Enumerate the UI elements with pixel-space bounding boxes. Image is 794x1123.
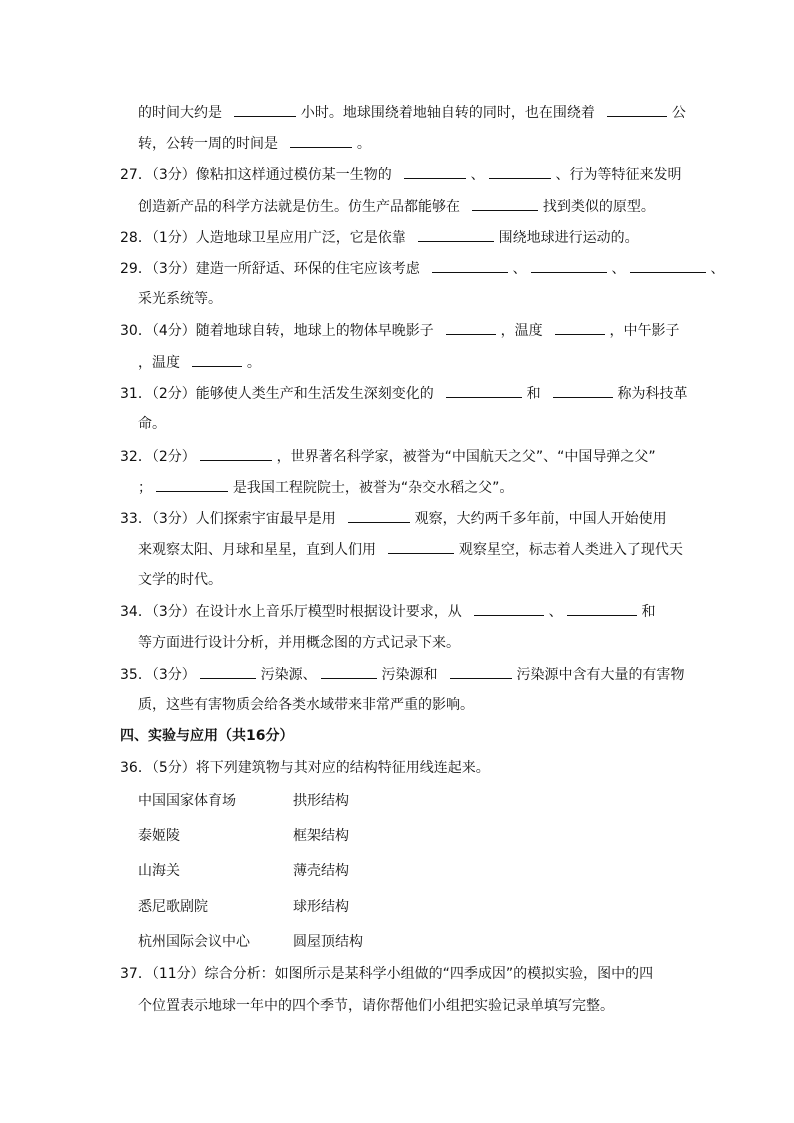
answer-blank[interactable] <box>474 601 544 616</box>
q31-line1 <box>120 383 688 404</box>
text: 命。 <box>138 416 166 432</box>
text: 34．（3分）在设计水上音乐厅模型时根据设计要求，从 <box>120 604 462 620</box>
answer-blank[interactable] <box>450 664 512 679</box>
text: ，世界著名科学家，被誉为“中国航天之父”、“中国导弹之父” <box>276 449 656 465</box>
text: 污染源和 <box>381 667 438 683</box>
q33-line1 <box>120 508 667 529</box>
q37-line1: 37．（11分）综合分析：如图所示是某科学小组做的“四季成因”的模拟实验，图中的四 <box>120 966 654 982</box>
text: 31．（2分）能够使人类生产和生活发生深刻变化的 <box>120 386 434 402</box>
text: 32．（2分） <box>120 449 196 465</box>
building-5: 杭州国际会议中心 <box>138 934 250 950</box>
q30-line2 <box>138 352 261 373</box>
q36-title: 36．（5分）将下列建筑物与其对应的结构特征用线连起来。 <box>120 760 490 776</box>
text: 采光系统等。 <box>138 291 222 307</box>
building-2: 泰姬陵 <box>138 828 180 844</box>
answer-blank[interactable] <box>348 508 410 523</box>
answer-blank[interactable] <box>234 102 296 117</box>
answer-blank[interactable] <box>472 196 538 211</box>
text: 污染源中含有大量的有害物 <box>516 667 685 683</box>
text: 、 <box>611 261 626 277</box>
text: 找到类似的原型。 <box>542 199 655 215</box>
text: 28．（1分）人造地球卫星应用广泛，它是依靠 <box>120 230 406 246</box>
answer-blank[interactable] <box>446 320 496 335</box>
q27-line2 <box>138 196 655 217</box>
answer-blank[interactable] <box>321 664 377 679</box>
text: 和 <box>641 604 656 620</box>
answer-blank[interactable] <box>555 320 605 335</box>
answer-blank[interactable] <box>567 601 637 616</box>
text: 污染源、 <box>260 667 317 683</box>
answer-blank[interactable] <box>200 664 256 679</box>
text: 观察，大约两千多年前，中国人开始使用 <box>414 511 667 527</box>
text: 称为科技革 <box>617 386 688 402</box>
answer-blank[interactable] <box>156 477 228 492</box>
section-heading: 四、实验与应用（共16分） <box>120 728 294 744</box>
text: 的时间大约是 <box>138 105 222 121</box>
q28-line1 <box>120 227 639 248</box>
answer-blank[interactable] <box>418 227 494 242</box>
structure-5: 圆屋顶结构 <box>293 934 363 950</box>
text: 、 <box>470 167 485 183</box>
q32-line2 <box>138 477 513 498</box>
building-4: 悉尼歌剧院 <box>138 899 208 915</box>
text: 质，这些有害物质会给各类水域带来非常严重的影响。 <box>138 697 474 713</box>
text: 公 <box>671 105 686 121</box>
answer-blank[interactable] <box>432 258 508 273</box>
answer-blank[interactable] <box>200 446 272 461</box>
text: ，温度 <box>500 323 543 339</box>
text: ，中午影子 <box>609 323 680 339</box>
text: 来观察太阳、月球和星星，直到人们用 <box>138 542 376 558</box>
text: 观察星空，标志着人类进入了现代天 <box>458 542 683 558</box>
answer-blank[interactable] <box>607 102 667 117</box>
building-1: 中国国家体育场 <box>138 793 236 809</box>
building-3: 山海关 <box>138 863 180 879</box>
q35-line1 <box>120 664 684 685</box>
text: 、 <box>548 604 563 620</box>
text: 转，公转一周的时间是 <box>138 136 278 152</box>
text: 、行为等特征来发明 <box>555 167 682 183</box>
text: 、 <box>710 261 725 277</box>
q29-line1 <box>120 258 724 279</box>
text: 围绕地球进行运动的。 <box>498 230 639 246</box>
text: 、 <box>512 261 527 277</box>
text: 和 <box>526 386 541 402</box>
text: 29．（3分）建造一所舒适、环保的住宅应该考虑 <box>120 261 420 277</box>
q31-line2 <box>138 414 166 434</box>
text: 35．（3分） <box>120 667 196 683</box>
structure-3: 薄壳结构 <box>293 863 349 879</box>
q32-line1 <box>120 446 656 467</box>
answer-blank[interactable] <box>192 352 242 367</box>
answer-blank[interactable] <box>531 258 607 273</box>
q26-line2 <box>138 133 371 154</box>
q30-line1 <box>120 320 680 341</box>
answer-blank[interactable] <box>446 383 522 398</box>
structure-4: 球形结构 <box>293 899 349 915</box>
q35-line2 <box>138 695 474 715</box>
text: 30．（4分）随着地球自转，地球上的物体早晚影子 <box>120 323 434 339</box>
text: ； <box>138 480 152 496</box>
text: 。 <box>356 136 371 152</box>
q34-line1 <box>120 601 656 622</box>
answer-blank[interactable] <box>553 383 613 398</box>
text: 等方面进行设计分析，并用概念图的方式记录下来。 <box>138 635 460 651</box>
q27-line1 <box>120 164 682 185</box>
answer-blank[interactable] <box>290 133 352 148</box>
text: 创造新产品的科学方法就是仿生。仿生产品都能够在 <box>138 199 460 215</box>
text: 。 <box>246 355 261 371</box>
q29-line2 <box>138 289 222 309</box>
q26-line1 <box>138 102 686 123</box>
text: 小时。地球围绕着地轴自转的同时，也在围绕着 <box>300 105 595 121</box>
answer-blank[interactable] <box>404 164 466 179</box>
text: 文学的时代。 <box>138 572 222 588</box>
text: 27．（3分）像粘扣这样通过模仿某一生物的 <box>120 167 392 183</box>
answer-blank[interactable] <box>489 164 551 179</box>
text: 是我国工程院院士，被誉为“杂交水稻之父”。 <box>232 480 514 496</box>
answer-blank[interactable] <box>388 539 454 554</box>
structure-2: 框架结构 <box>293 828 349 844</box>
text: ，温度 <box>138 355 180 371</box>
q33-line2 <box>138 539 683 560</box>
structure-1: 拱形结构 <box>293 793 349 809</box>
q33-line3 <box>138 570 222 590</box>
answer-blank[interactable] <box>630 258 706 273</box>
text: 33．（3分）人们探索宇宙最早是用 <box>120 511 336 527</box>
q34-line2 <box>138 633 460 653</box>
q37-line2: 个位置表示地球一年中的四个季节，请你帮他们小组把实验记录单填写完整。 <box>138 998 614 1014</box>
